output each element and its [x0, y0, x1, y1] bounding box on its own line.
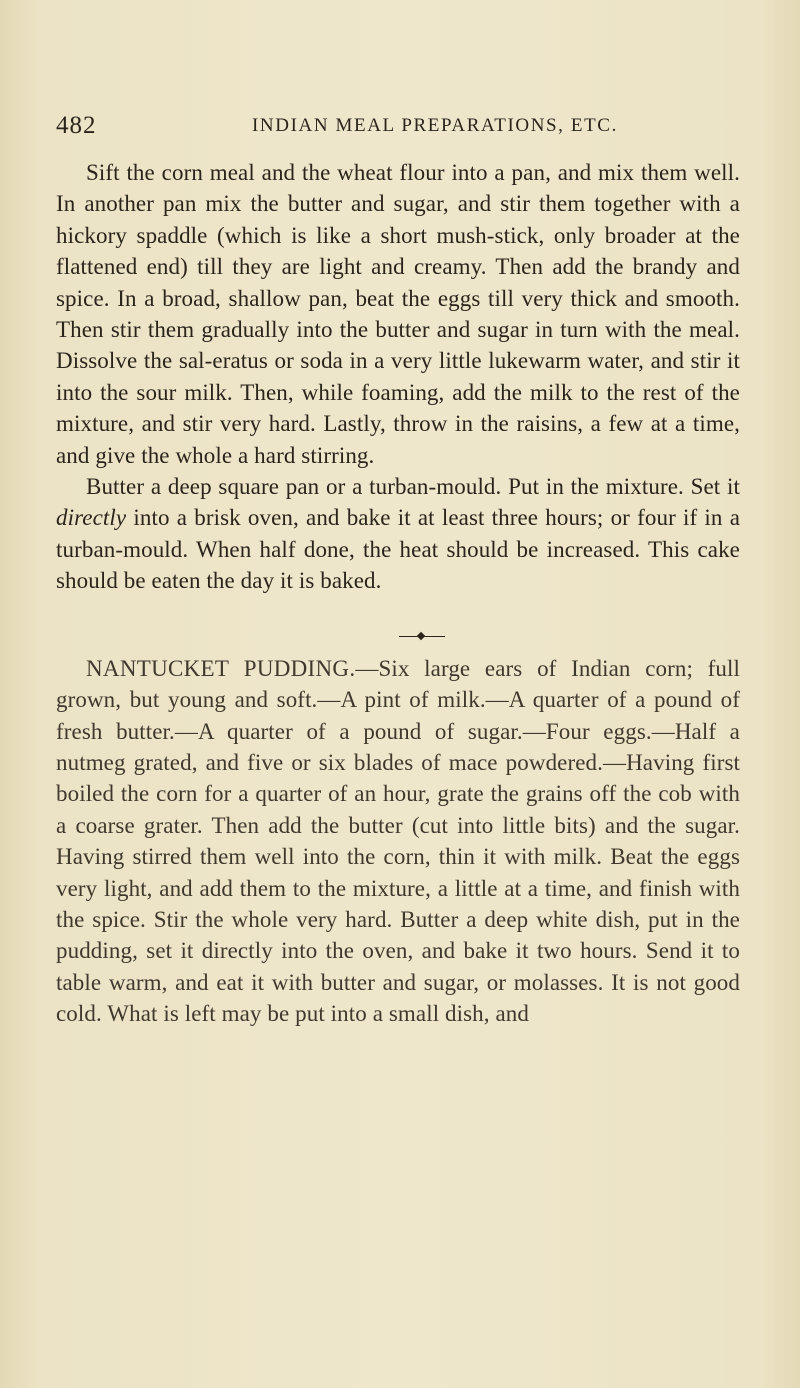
baking-text-before: Butter a deep square pan or a turban-mould. Put in the mixture. Set it: [86, 474, 740, 500]
emphasis-directly: directly: [56, 505, 127, 531]
page-number: 482: [56, 112, 97, 139]
recipe-nantucket-pudding: [56, 653, 740, 1030]
recipe-text: —Six large ears of Indian corn; full grown, but young and soft.—A pint of milk.—A quarter of a pound of fresh butter.—A quarter of a pound of sugar.—Four eggs.—Half a nutmeg grated, and five or six blades of mace powdered.—Having first boiled the corn for a quarter of an hour, grate the grains off the cob with a coarse grater. Then add the butter (cut into little bits) and the sugar. Having stirred them well into the corn, thin it with milk. Beat the eggs very light, and add them to the mixture, a little at a time, and finish with the spice. Stir the whole very hard. Butter a deep white dish, put in the pudding, set it directly into the oven, and bake it two hours. Send it to table warm, and eat it with butter and sugar, or molasses. It is not good cold. What is left may be put into a small dish, and: [56, 655, 740, 1027]
recipe-title: NANTUCKET PUDDING.: [86, 655, 356, 681]
section-separator: [56, 619, 740, 633]
running-head: INDIAN MEAL PREPARATIONS, ETC.: [252, 115, 618, 136]
body-text: [56, 157, 740, 1030]
paragraph-mixing-instructions: Sift the corn meal and the wheat flour into a pan, and mix them well. In another pan mix the butter and sugar, and stir them together with a hickory spaddle (which is like a short mush-stick, only broader at the flattened end) till they are light and creamy. Then add the brandy and spice. In a broad, shallow pan, beat the eggs till very thick and smooth. Then stir them gradually into the butter and sugar in turn with the meal. Dissolve the sal-eratus or soda in a very little lukewarm water, and stir it into the sour milk. Then, while foaming, add the milk to the rest of the mixture, and stir very hard. Lastly, throw in the raisins, a few at a time, and give the whole a hard stirring.: [56, 160, 740, 468]
page-header: [56, 112, 756, 148]
baking-text-after: into a brisk oven, and bake it at least three hours; or four if in a turban-mould. When half done, the heat should be increased. This cake should be eaten the day it is baked.: [56, 505, 740, 594]
paragraph-baking-instructions: [56, 471, 740, 597]
separator-diamond-icon: [417, 632, 425, 640]
